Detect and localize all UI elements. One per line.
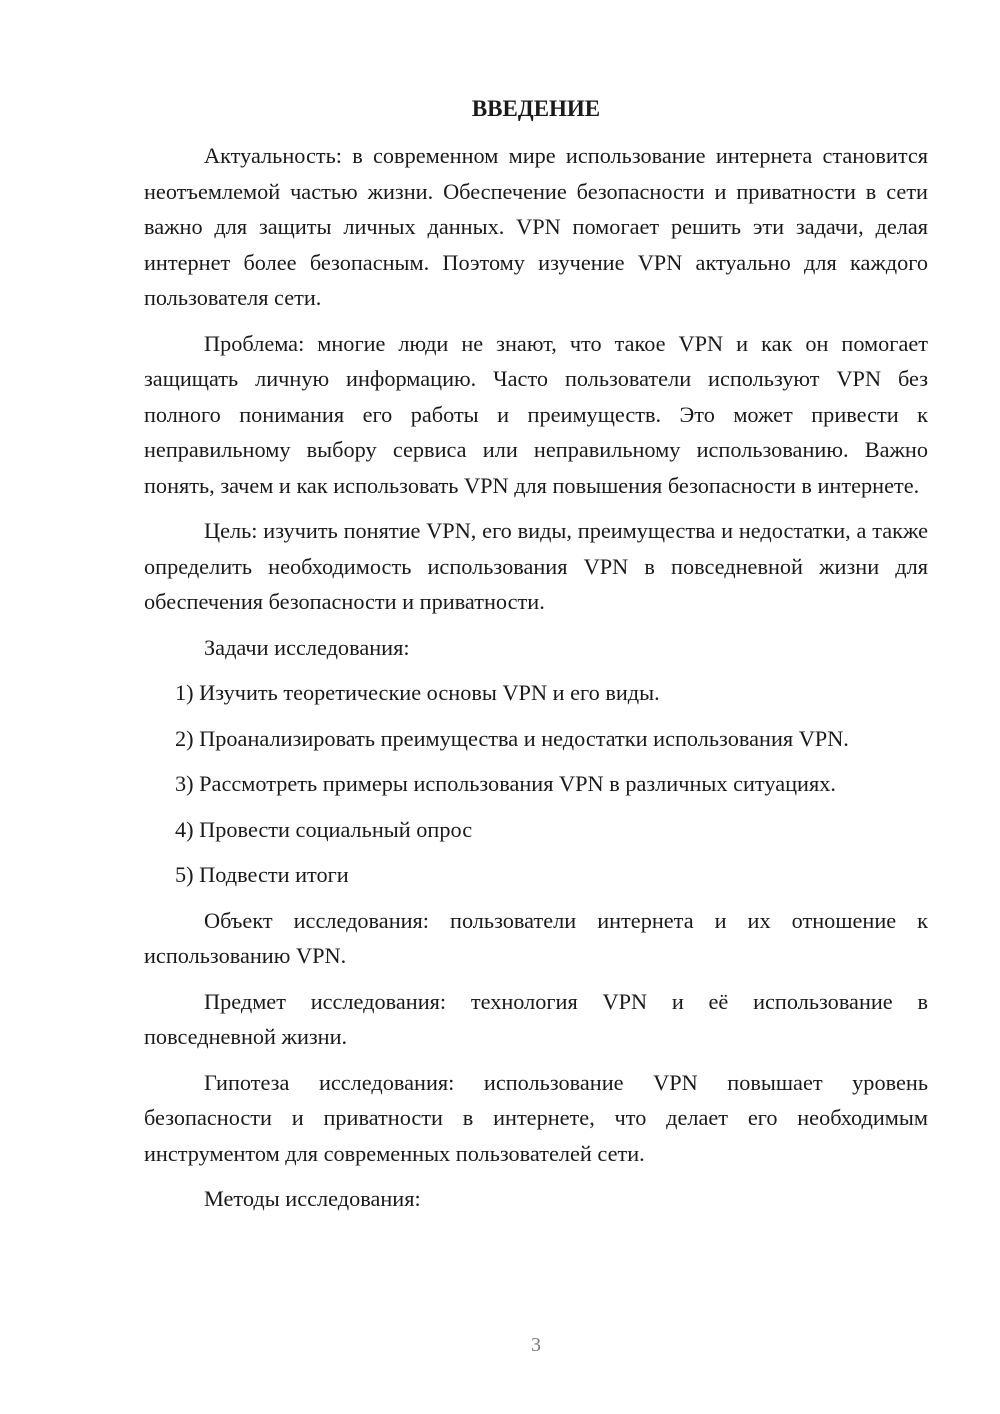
task-item-1: 1) Изучить теоретические основы VPN и его виды. xyxy=(175,680,660,705)
paragraph-subject: Предмет исследования: технология VPN и её использование в повседневной жизни. xyxy=(144,988,928,1049)
task-item-2: 2) Проанализировать преимущества и недостатки использования VPN. xyxy=(175,725,849,751)
paragraph-problem: Проблема: многие люди не знают, что такое VPN и как он помогает защищать личную информацию. Часто пользователи используют VPN без полного понимания его работы и преимуществ. Это может привести к неправильному выбору сервиса или неправильному использованию. Важно понять, зачем и как использовать VPN для повышения безопасности в интернете. xyxy=(144,330,928,498)
task-item-3: 3) Рассмотреть примеры использования VPN в различных ситуациях. xyxy=(175,771,836,796)
paragraph-goal: Цель: изучить понятие VPN, его виды, преимущества и недостатки, а также определить необходимость использования VPN в повседневной жизни для обеспечения безопасности и приватности. xyxy=(144,518,928,614)
tasks-heading: Задачи исследования: xyxy=(204,634,410,660)
page-title: ВВЕДЕНИЕ xyxy=(471,96,601,121)
document-page xyxy=(144,88,928,1227)
paragraph-hypothesis: Гипотеза исследования: использование VPN повышает уровень безопасности и приватности в интернете, что делает его необходимым инструментом для современных пользователей сети. xyxy=(144,1069,928,1166)
paragraph-relevance: Актуальность: в современном мире использование интернета становится неотъемлемой частью жизни. Обеспечение безопасности и приватности в сети важно для защиты личных данных. VPN помогает решить эти задачи, делая интернет более безопасным. Поэтому изучение VPN актуально для каждого пользователя сети. xyxy=(144,143,928,310)
task-item-4: 4) Провести социальный опрос xyxy=(175,816,473,842)
paragraph-object: Объект исследования: пользователи интернета и их отношение к использованию VPN. xyxy=(144,907,928,968)
page-number: 3 xyxy=(531,1334,541,1356)
methods-heading: Методы исследования: xyxy=(204,1186,421,1211)
task-item-5: 5) Подвести итоги xyxy=(175,862,349,887)
